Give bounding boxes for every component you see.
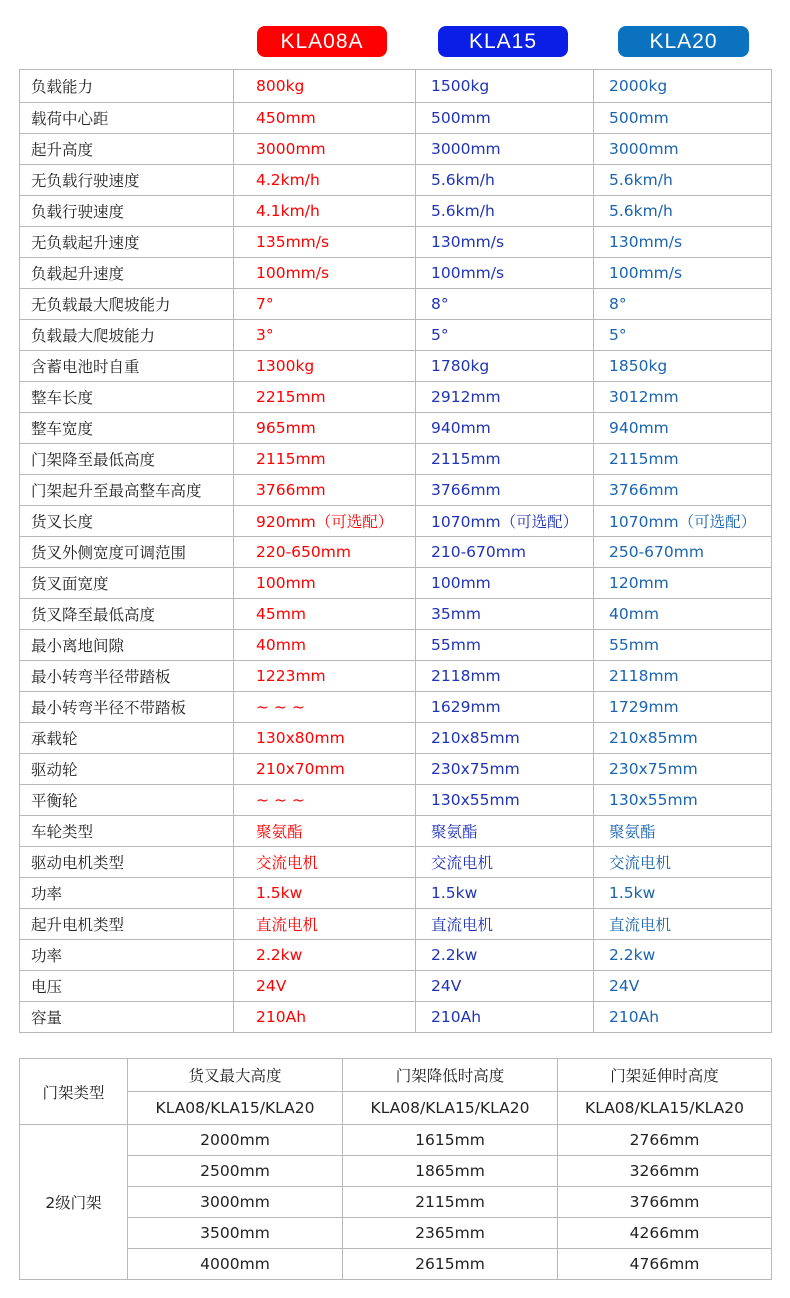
- mast-cell: 2000mm: [128, 1125, 343, 1156]
- spec-label: 最小转弯半径带踏板: [20, 661, 234, 692]
- spec-value-kla08a: 210Ah: [234, 1002, 416, 1033]
- spec-label: 负载起升速度: [20, 258, 234, 289]
- spec-label: 含蓄电池时自重: [20, 351, 234, 382]
- spec-row: [20, 971, 772, 1002]
- mast-models-cell: KLA08/KLA15/KLA20: [128, 1092, 343, 1125]
- spec-value-kla08a: 1223mm: [234, 661, 416, 692]
- spec-row: [20, 382, 772, 413]
- spec-row: [20, 630, 772, 661]
- spec-value-kla20: 940mm: [594, 413, 772, 444]
- spec-value-kla15: 230x75mm: [416, 754, 594, 785]
- spec-row: [20, 444, 772, 475]
- spec-value-kla08a: 4.2km/h: [234, 165, 416, 196]
- spec-row: [20, 165, 772, 196]
- spec-value-kla20: 2.2kw: [594, 940, 772, 971]
- spec-value-kla20: 直流电机: [594, 909, 772, 940]
- spec-value-kla08a: 4.1km/h: [234, 196, 416, 227]
- mast-col-header: 门架延伸时高度: [558, 1059, 772, 1092]
- mast-row: [20, 1218, 772, 1249]
- spec-value-kla08a: 交流电机: [234, 847, 416, 878]
- spec-label: 容量: [20, 1002, 234, 1033]
- spec-value-kla08a: 40mm: [234, 630, 416, 661]
- spec-value-kla15: 24V: [416, 971, 594, 1002]
- spec-label: 整车长度: [20, 382, 234, 413]
- spec-row: [20, 909, 772, 940]
- mast-row: [20, 1249, 772, 1280]
- mast-col-header: 门架降低时高度: [343, 1059, 558, 1092]
- spec-value-kla20: 5°: [594, 320, 772, 351]
- spec-value-kla08a: 920mm（可选配）: [234, 506, 416, 537]
- spec-value-kla15: 1629mm: [416, 692, 594, 723]
- mast-group-label: 2级门架: [20, 1125, 128, 1280]
- mast-row: [20, 1125, 772, 1156]
- spec-label: 承载轮: [20, 723, 234, 754]
- spec-value-kla08a: 135mm/s: [234, 227, 416, 258]
- spec-value-kla20: 5.6km/h: [594, 196, 772, 227]
- spec-value-kla15: 210-670mm: [416, 537, 594, 568]
- spec-value-kla15: 3766mm: [416, 475, 594, 506]
- spec-label: 无负载最大爬坡能力: [20, 289, 234, 320]
- mast-cell: 3500mm: [128, 1218, 343, 1249]
- spec-row: [20, 568, 772, 599]
- mast-cell: 2365mm: [343, 1218, 558, 1249]
- spec-value-kla20: 1850kg: [594, 351, 772, 382]
- mast-models-cell: KLA08/KLA15/KLA20: [558, 1092, 772, 1125]
- mast-col-header: 货叉最大高度: [128, 1059, 343, 1092]
- spec-label: 无负载起升速度: [20, 227, 234, 258]
- spec-value-kla20: 3000mm: [594, 134, 772, 165]
- spec-value-kla08a: 直流电机: [234, 909, 416, 940]
- spec-label: 货叉长度: [20, 506, 234, 537]
- spec-label: 门架降至最低高度: [20, 444, 234, 475]
- spec-row: [20, 940, 772, 971]
- spec-value-kla08a: 2115mm: [234, 444, 416, 475]
- spec-value-kla20: 8°: [594, 289, 772, 320]
- mast-cell: 1865mm: [343, 1156, 558, 1187]
- spec-value-kla08a: 1.5kw: [234, 878, 416, 909]
- spec-value-kla08a: 3766mm: [234, 475, 416, 506]
- mast-cell: 4000mm: [128, 1249, 343, 1280]
- mast-cell: 4266mm: [558, 1218, 772, 1249]
- spec-value-kla20: 1.5kw: [594, 878, 772, 909]
- spec-value-kla15: 210x85mm: [416, 723, 594, 754]
- spec-label: 功率: [20, 940, 234, 971]
- mast-cell: 4766mm: [558, 1249, 772, 1280]
- spec-value-kla15: 5°: [416, 320, 594, 351]
- spec-row: [20, 506, 772, 537]
- spec-label: 货叉降至最低高度: [20, 599, 234, 630]
- spec-value-kla08a: 220-650mm: [234, 537, 416, 568]
- spec-value-kla08a: 1300kg: [234, 351, 416, 382]
- spec-label: 驱动电机类型: [20, 847, 234, 878]
- spec-label: 负载行驶速度: [20, 196, 234, 227]
- spec-value-kla08a: 450mm: [234, 103, 416, 134]
- spec-value-kla15: 130mm/s: [416, 227, 594, 258]
- spec-value-kla20: 1729mm: [594, 692, 772, 723]
- spec-value-kla08a: 2215mm: [234, 382, 416, 413]
- spec-label: 无负载行驶速度: [20, 165, 234, 196]
- spec-value-kla08a: 7°: [234, 289, 416, 320]
- spec-label: 门架起升至最高整车高度: [20, 475, 234, 506]
- mast-cell: 2500mm: [128, 1156, 343, 1187]
- spec-row: [20, 320, 772, 351]
- spec-row: [20, 70, 772, 103]
- spec-value-kla20: 聚氨酯: [594, 816, 772, 847]
- spec-value-kla20: 交流电机: [594, 847, 772, 878]
- spec-label: 平衡轮: [20, 785, 234, 816]
- spec-row: [20, 1002, 772, 1033]
- spec-value-kla15: 5.6km/h: [416, 196, 594, 227]
- mast-cell: 1615mm: [343, 1125, 558, 1156]
- spec-value-kla15: 直流电机: [416, 909, 594, 940]
- mast-cell: 3000mm: [128, 1187, 343, 1218]
- spec-value-kla20: 5.6km/h: [594, 165, 772, 196]
- spec-table: [19, 69, 772, 1033]
- spec-value-kla20: 130x55mm: [594, 785, 772, 816]
- spec-row: [20, 289, 772, 320]
- spec-value-kla20: 24V: [594, 971, 772, 1002]
- spec-value-kla08a: 聚氨酯: [234, 816, 416, 847]
- spec-value-kla08a: ~ ~ ~: [234, 692, 416, 723]
- spec-label: 起升电机类型: [20, 909, 234, 940]
- spec-row: [20, 847, 772, 878]
- spec-value-kla15: 3000mm: [416, 134, 594, 165]
- spec-value-kla15: 1780kg: [416, 351, 594, 382]
- mast-models-row: [20, 1092, 772, 1125]
- model-badge-kla15: KLA15: [438, 26, 568, 57]
- spec-value-kla15: 2115mm: [416, 444, 594, 475]
- spec-row: [20, 816, 772, 847]
- mast-cell: 2615mm: [343, 1249, 558, 1280]
- spec-value-kla20: 55mm: [594, 630, 772, 661]
- spec-value-kla20: 500mm: [594, 103, 772, 134]
- mast-header-row: [20, 1059, 772, 1092]
- spec-value-kla20: 2115mm: [594, 444, 772, 475]
- mast-type-header: 门架类型: [20, 1059, 128, 1125]
- spec-label: 货叉面宽度: [20, 568, 234, 599]
- spec-value-kla15: 100mm/s: [416, 258, 594, 289]
- spec-value-kla20: 3766mm: [594, 475, 772, 506]
- spec-value-kla20: 210x85mm: [594, 723, 772, 754]
- spec-value-kla15: 35mm: [416, 599, 594, 630]
- spec-value-kla20: 120mm: [594, 568, 772, 599]
- spec-row: [20, 196, 772, 227]
- mast-cell: 3766mm: [558, 1187, 772, 1218]
- spec-label: 载荷中心距: [20, 103, 234, 134]
- spec-value-kla15: 5.6km/h: [416, 165, 594, 196]
- spec-value-kla15: 2118mm: [416, 661, 594, 692]
- spec-label: 驱动轮: [20, 754, 234, 785]
- spec-row: [20, 661, 772, 692]
- spec-label: 货叉外侧宽度可调范围: [20, 537, 234, 568]
- spec-value-kla15: 130x55mm: [416, 785, 594, 816]
- spec-row: [20, 258, 772, 289]
- spec-value-kla15: 交流电机: [416, 847, 594, 878]
- spec-value-kla15: 55mm: [416, 630, 594, 661]
- spec-row: [20, 599, 772, 630]
- spec-value-kla20: 2000kg: [594, 70, 772, 103]
- spec-value-kla08a: 100mm: [234, 568, 416, 599]
- spec-row: [20, 692, 772, 723]
- model-header: [0, 26, 790, 58]
- spec-row: [20, 475, 772, 506]
- spec-value-kla20: 230x75mm: [594, 754, 772, 785]
- spec-row: [20, 785, 772, 816]
- spec-row: [20, 537, 772, 568]
- mast-table: [19, 1058, 772, 1280]
- model-badge-kla08a: KLA08A: [257, 26, 387, 57]
- spec-value-kla08a: 3000mm: [234, 134, 416, 165]
- spec-row: [20, 134, 772, 165]
- spec-value-kla15: 聚氨酯: [416, 816, 594, 847]
- spec-value-kla15: 2.2kw: [416, 940, 594, 971]
- spec-row: [20, 723, 772, 754]
- spec-row: [20, 413, 772, 444]
- spec-label: 功率: [20, 878, 234, 909]
- spec-value-kla15: 1500kg: [416, 70, 594, 103]
- spec-label: 整车宽度: [20, 413, 234, 444]
- spec-label: 电压: [20, 971, 234, 1002]
- spec-value-kla08a: 130x80mm: [234, 723, 416, 754]
- spec-value-kla08a: 965mm: [234, 413, 416, 444]
- spec-value-kla08a: 45mm: [234, 599, 416, 630]
- spec-value-kla15: 940mm: [416, 413, 594, 444]
- spec-value-kla15: 2912mm: [416, 382, 594, 413]
- spec-row: [20, 103, 772, 134]
- spec-label: 起升高度: [20, 134, 234, 165]
- spec-value-kla08a: 100mm/s: [234, 258, 416, 289]
- spec-value-kla20: 100mm/s: [594, 258, 772, 289]
- spec-label: 最小离地间隙: [20, 630, 234, 661]
- spec-row: [20, 227, 772, 258]
- spec-value-kla20: 130mm/s: [594, 227, 772, 258]
- spec-label: 车轮类型: [20, 816, 234, 847]
- spec-value-kla20: 210Ah: [594, 1002, 772, 1033]
- mast-row: [20, 1156, 772, 1187]
- spec-value-kla15: 1070mm（可选配）: [416, 506, 594, 537]
- spec-row: [20, 878, 772, 909]
- spec-value-kla20: 1070mm（可选配）: [594, 506, 772, 537]
- spec-value-kla20: 250-670mm: [594, 537, 772, 568]
- spec-value-kla20: 3012mm: [594, 382, 772, 413]
- model-badge-kla20: KLA20: [618, 26, 749, 57]
- spec-value-kla08a: 2.2kw: [234, 940, 416, 971]
- spec-row: [20, 351, 772, 382]
- mast-models-cell: KLA08/KLA15/KLA20: [343, 1092, 558, 1125]
- spec-value-kla15: 8°: [416, 289, 594, 320]
- mast-cell: 2766mm: [558, 1125, 772, 1156]
- mast-row: [20, 1187, 772, 1218]
- spec-label: 最小转弯半径不带踏板: [20, 692, 234, 723]
- spec-value-kla08a: 800kg: [234, 70, 416, 103]
- spec-value-kla08a: 210x70mm: [234, 754, 416, 785]
- spec-row: [20, 754, 772, 785]
- spec-value-kla08a: ~ ~ ~: [234, 785, 416, 816]
- spec-value-kla20: 2118mm: [594, 661, 772, 692]
- spec-value-kla15: 1.5kw: [416, 878, 594, 909]
- mast-cell: 3266mm: [558, 1156, 772, 1187]
- spec-value-kla08a: 3°: [234, 320, 416, 351]
- spec-value-kla15: 100mm: [416, 568, 594, 599]
- spec-label: 负载最大爬坡能力: [20, 320, 234, 351]
- mast-cell: 2115mm: [343, 1187, 558, 1218]
- spec-value-kla08a: 24V: [234, 971, 416, 1002]
- spec-value-kla15: 500mm: [416, 103, 594, 134]
- spec-value-kla20: 40mm: [594, 599, 772, 630]
- spec-value-kla15: 210Ah: [416, 1002, 594, 1033]
- spec-label: 负载能力: [20, 70, 234, 103]
